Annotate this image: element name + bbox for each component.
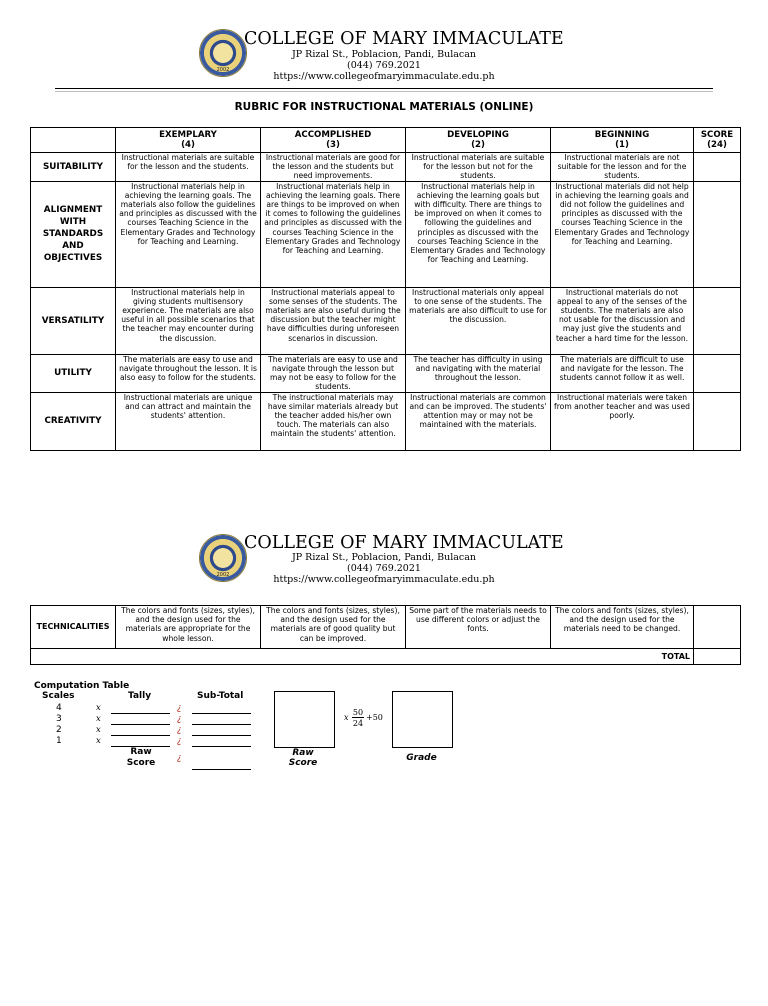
rubric-cell: Instructional materials appeal to some senses of the students. The materials are also useful during the discussion but the teacher might have difficulties during unforeseen scenarios in discussion.: [261, 287, 406, 354]
rubric-cell: The colors and fonts (sizes, styles), and the design used for the materials are of good quality but can be improved.: [261, 606, 406, 649]
rubric-cell: Instructional materials are suitable for the lesson but not for the students.: [406, 153, 551, 182]
tally-header: Tally: [128, 691, 152, 701]
rubric-cell: Instructional materials are common and can be improved. The students' attention may or may not be maintained with the materials.: [406, 392, 551, 450]
college-website: https://www.collegeofmaryimmaculate.edu.ph: [273, 574, 495, 585]
criterion-label: CREATIVITY: [31, 392, 116, 450]
column-header-beginning: BEGINNING (1): [551, 128, 694, 153]
table-row: [31, 354, 741, 392]
subtotal-header: Sub-Total: [197, 691, 244, 701]
divider: [55, 88, 713, 89]
subtotal-input[interactable]: [192, 735, 251, 736]
table-header-row: [31, 128, 741, 153]
college-website: https://www.collegeofmaryimmaculate.edu.ph: [273, 71, 495, 82]
rubric-cell: The materials are easy to use and navigate through the lesson but may not be easy to follow for the students.: [261, 354, 406, 392]
criterion-label: VERSATILITY: [31, 287, 116, 354]
empty-header-cell: [31, 128, 116, 153]
equals-symbol: ¿: [177, 736, 182, 746]
score-cell[interactable]: [694, 153, 741, 182]
scale-value: 2: [56, 725, 62, 735]
rubric-cell: Instructional materials did not help in achieving the learning goals and did not follow the guidelines and principles as discussed with the courses Teaching Science in the Elementary Grades and Technology for Teaching and Learning.: [551, 181, 694, 287]
subtotal-input[interactable]: [192, 746, 251, 747]
raw-score-box[interactable]: [274, 691, 335, 748]
score-cell[interactable]: [694, 392, 741, 450]
rubric-cell: The instructional materials may have similar materials already but the teacher added his/her own touch. The materials can also maintain the students' attention.: [261, 392, 406, 450]
subtotal-input[interactable]: [192, 713, 251, 714]
total-row: [31, 649, 741, 665]
column-header-exemplary: EXEMPLARY (4): [116, 128, 261, 153]
equals-symbol: ¿: [177, 725, 182, 735]
criterion-label: ALIGNMENT WITH STANDARDS AND OBJECTIVES: [31, 181, 116, 287]
divider: [55, 91, 713, 92]
column-header-score: SCORE (24): [694, 128, 741, 153]
college-address: JP Rizal St., Poblacion, Pandi, Bulacan: [291, 552, 477, 563]
college-phone: (044) 769.2021: [347, 563, 421, 574]
rubric-title: RUBRIC FOR INSTRUCTIONAL MATERIALS (ONLINE): [234, 101, 534, 113]
score-cell[interactable]: [694, 287, 741, 354]
table-row: [31, 287, 741, 354]
scales-header: Scales: [42, 691, 75, 701]
criterion-label: SUITABILITY: [31, 153, 116, 182]
rubric-cell: Instructional materials do not appeal to any of the senses of the students. The materials are also not usable for the discussion and may just give the students and teacher a hard time for the lesson.: [551, 287, 694, 354]
rubric-cell: Instructional materials help in giving students multisensory experience. The materials are also useful in all possible scenarios that the teacher may encounter during the discussion.: [116, 287, 261, 354]
rubric-cell: Instructional materials were taken from another teacher and was used poorly.: [551, 392, 694, 450]
raw-score-input[interactable]: [192, 769, 251, 770]
raw-score-label: Raw Score: [126, 747, 156, 768]
raw-score-box-label: Raw Score: [288, 748, 318, 768]
score-cell[interactable]: [694, 181, 741, 287]
table-row: [31, 392, 741, 450]
rubric-cell: The materials are difficult to use and navigate for the lesson. The students cannot follow it as well.: [551, 354, 694, 392]
rubric-cell: The teacher has difficulty in using and navigating with the material throughout the lesson.: [406, 354, 551, 392]
total-score-cell[interactable]: [694, 649, 741, 665]
rubric-cell: Some part of the materials needs to use different colors or adjust the fonts.: [406, 606, 551, 649]
rubric-cell: Instructional materials help in achieving the learning goals. The materials also follow the guidelines and principles as discussed with the courses Teaching Science in the Elementary Grades and Technology for Teaching and Learning.: [116, 181, 261, 287]
equals-symbol: ¿: [177, 703, 182, 713]
table-row: [31, 606, 741, 649]
times-symbol: x: [96, 725, 101, 735]
scale-value: 4: [56, 703, 62, 713]
criterion-label: UTILITY: [31, 354, 116, 392]
tally-input[interactable]: [111, 724, 170, 725]
rubric-table: [30, 127, 741, 451]
column-header-accomplished: ACCOMPLISHED (3): [261, 128, 406, 153]
computation-title: Computation Table: [34, 681, 130, 691]
technicalities-table: [30, 605, 741, 665]
rubric-cell: The materials are easy to use and navigate throughout the lesson. It is also easy to follow for the students.: [116, 354, 261, 392]
times-symbol: x: [96, 703, 101, 713]
grade-box-label: Grade: [406, 753, 437, 763]
college-phone: (044) 769.2021: [347, 60, 421, 71]
table-row: [31, 153, 741, 182]
rubric-cell: Instructional materials only appeal to one sense of the students. The materials are also difficult to use for the discussion.: [406, 287, 551, 354]
column-header-developing: DEVELOPING (2): [406, 128, 551, 153]
tally-input[interactable]: [111, 713, 170, 714]
tally-input[interactable]: [111, 735, 170, 736]
score-cell[interactable]: [694, 606, 741, 649]
rubric-cell: Instructional materials are not suitable for the lesson and for the students.: [551, 153, 694, 182]
college-logo-icon: 2002: [199, 534, 247, 582]
college-name: COLLEGE OF MARY IMMACULATE: [244, 29, 564, 49]
criterion-label: TECHNICALITIES: [31, 606, 116, 649]
college-address: JP Rizal St., Poblacion, Pandi, Bulacan: [291, 49, 477, 60]
rubric-cell: The colors and fonts (sizes, styles), and the design used for the materials are appropriate for the whole lesson.: [116, 606, 261, 649]
scale-value: 1: [56, 736, 62, 746]
times-symbol: x: [96, 714, 101, 724]
rubric-cell: Instructional materials help in achieving the learning goals. There are things to be improved on when it comes to following the guidelines and principles as discussed with the courses Teaching Science in the Elementary Grades and Technology for Teaching and Learning.: [261, 181, 406, 287]
score-cell[interactable]: [694, 354, 741, 392]
equals-symbol: ¿: [177, 753, 182, 763]
rubric-cell: Instructional materials are suitable for the lesson and the students.: [116, 153, 261, 182]
times-symbol: x: [96, 736, 101, 746]
scale-value: 3: [56, 714, 62, 724]
rubric-cell: Instructional materials help in achieving the learning goals but with difficulty. There are things to be improved on when it comes to following the guidelines and principles as discussed with the courses Teaching Science in the Elementary Grades and Technology for Teaching and Learning.: [406, 181, 551, 287]
rubric-cell: The colors and fonts (sizes, styles), and the design used for the materials need to be changed.: [551, 606, 694, 649]
table-row: [31, 181, 741, 287]
equals-symbol: ¿: [177, 714, 182, 724]
college-name: COLLEGE OF MARY IMMACULATE: [244, 533, 564, 553]
rubric-cell: Instructional materials are unique and can attract and maintain the students' attention.: [116, 392, 261, 450]
grade-box[interactable]: [392, 691, 453, 748]
total-label: TOTAL: [31, 649, 694, 665]
subtotal-input[interactable]: [192, 724, 251, 725]
rubric-cell: Instructional materials are good for the lesson and the students but need improvements.: [261, 153, 406, 182]
college-logo-icon: 2002: [199, 29, 247, 77]
